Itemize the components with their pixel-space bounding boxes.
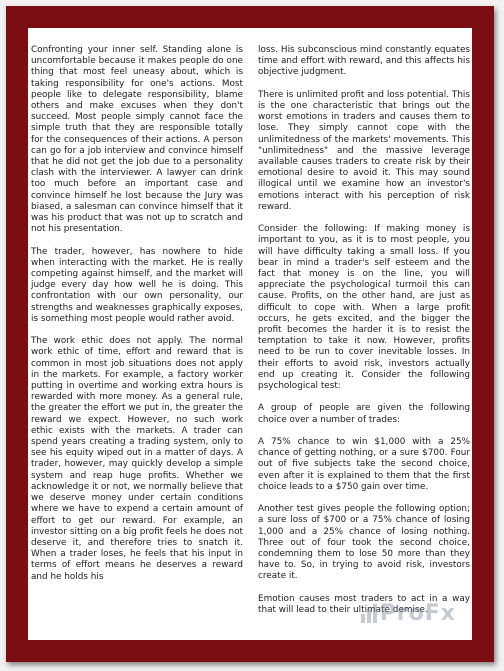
paragraph: Confronting your inner self. Standing alone is uncomfortable because it makes people do one thing that most feel uneasy about, which is taking responsibility for one's actions. Most people like to delegate responsibility, blame others and make excuses when they don't succeed. Most people simply cannot face the simple truth that they are responsible totally for the consequences of their actions. A person can go for a job interview and convince himself that he did not get the job due to a personality clash with the interviewer. A lawyer can drink too much before an important case and convince himself he lost because the Jury was biased, a salesman can convince himself that it was his product that was not up to scratch and not his presentation. bbox=[31, 45, 243, 235]
watermark-icon bbox=[360, 602, 378, 624]
watermark-logo bbox=[360, 598, 456, 628]
document-page bbox=[28, 28, 472, 640]
watermark-text: ProFx bbox=[379, 600, 456, 626]
paragraph: The work ethic does not apply. The normal work ethic of time, effort and reward that is common in most job situations does not apply in the markets. For example, a factory worker putting in overtime and working extra hours is rewarded with more money. As a general rule, the greater the effort we put in, the greater the reward we expect. However, no such work ethic exists with the markets. A trader can spend years creating a trading system, only to see his equity wiped out in a matter of days. A trader, however, may quickly develop a simple system and reap huge profits. Whether we acknowledge it or not, we normally believe that we deserve money under certain conditions where we have to expend a certain amount of effort to get our reward. For example, an investor sitting on a big profit feels he does not deserve it, and therefore tries to snatch it. When a trader loses, he feels that his input in terms of effort means he deserves a reward and he holds his bbox=[31, 336, 243, 582]
page-frame bbox=[6, 6, 494, 662]
left-column bbox=[31, 45, 243, 594]
paragraph: The trader, however, has nowhere to hide when interacting with the market. He is really competing against himself, and the market will judge every day how well he is doing. This confrontation with our own personality, our strengths and weaknesses graphically exposes, is something most people would rather avoid. bbox=[31, 246, 243, 324]
paragraph: Another test gives people the following option; a sure loss of $700 or a 75% chance of losing 1,000 and a 25% chance of losing nothing. Three out of four took the second choice, condemning them to lose 50 more than they have to. So, in trying to avoid risk, investors create it. bbox=[258, 504, 470, 582]
paragraph: loss. His subconscious mind constantly equates time and effort with reward, and this affects his objective judgment. bbox=[258, 45, 470, 78]
paragraph: Emotion causes most traders to act in a way that will lead to their ultimate demise. bbox=[258, 593, 470, 616]
right-column bbox=[258, 45, 470, 627]
paragraph: Consider the following: If making money is important to you, as it is to most people, you will have difficulty taking a small loss. If you bear in mind a trader's self esteem and the fact that money is on the line, you will appreciate the psychological turmoil this can cause. Profits, on the other hand, are just as difficult to cope with. When a large profit occurs, he gets excited, and the bigger the profit becomes the harder it is to resist the temptation to take it now. However, profits need to be run to cover inevitable losses. In their efforts to avoid risk, investors actually end up creating it. Consider the following psychological test: bbox=[258, 224, 470, 392]
paragraph: A group of people are given the following choice over a number of trades: bbox=[258, 403, 470, 425]
paragraph: A 75% chance to win $1,000 with a 25% chance of getting nothing, or a sure $700. Four out of five subjects take the second choice, even after it is explained to them that the first choice leads to a $750 gain over time. bbox=[258, 437, 470, 492]
paragraph: There is unlimited profit and loss potential. This is the one characteristic that brings out the worst emotions in traders and causes them to lose. They simply cannot cope with the unlimitedness of the markets' movements. This "unlimitedness" and the massive leverage available causes traders to create risk by their emotional desire to avoid it. This may sound illogical until we examine how an investor's emotions interact with his perception of risk reward. bbox=[258, 89, 470, 212]
